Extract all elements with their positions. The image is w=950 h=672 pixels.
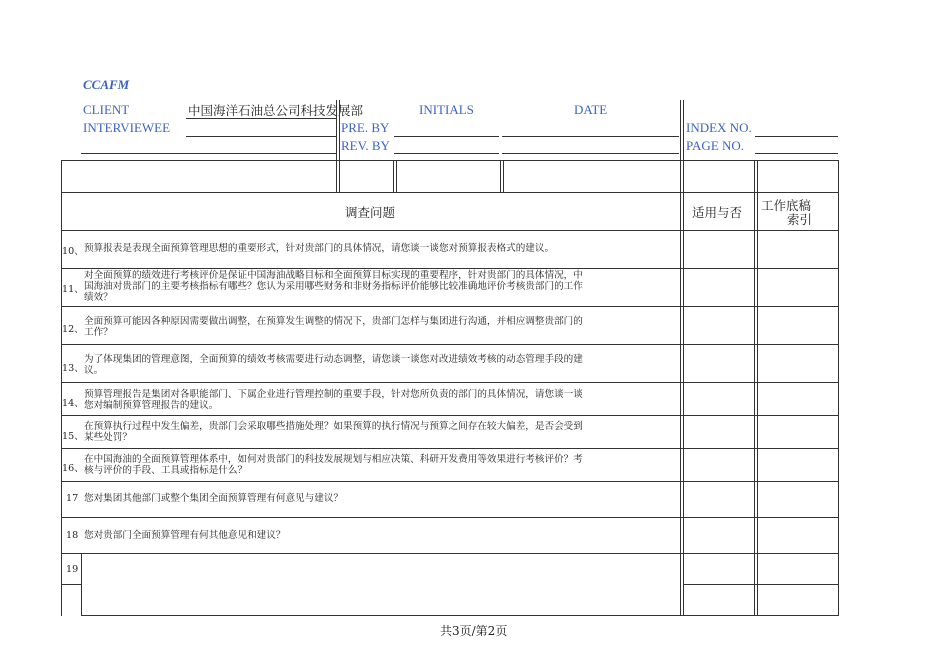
question-text: 在预算执行过程中发生偏差，贵部门会采取哪些措施处理？如果预算的执行情况与预算之间存在较大偏差，是否会受到 某些处罚？	[84, 421, 583, 443]
band-bottom	[61, 192, 838, 193]
header-divider-b1	[680, 100, 681, 616]
pre-by-initials-line	[394, 136, 499, 137]
row-number: 17	[66, 493, 79, 504]
row-sep-14	[61, 415, 838, 416]
row-sep-18	[61, 553, 838, 554]
table-right-edge	[838, 160, 839, 616]
client-label: CLIENT	[83, 102, 130, 117]
row-number: 13、	[62, 363, 84, 374]
col-header-ref-line1: 工作底稿	[761, 198, 812, 213]
row-sep-11	[61, 306, 838, 307]
index-no-label: INDEX NO.	[686, 120, 752, 135]
client-value: 中国海洋石油总公司科技发展部	[188, 103, 364, 118]
row-sep-19-stub	[61, 584, 81, 585]
band-div-2	[396, 160, 397, 192]
row-number: 19	[66, 564, 79, 575]
question-text: 为了体现集团的管理意图，全面预算的绩效考核需要进行动态调整，请您谈一谈您对改进绩效考核的动态管理手段的建 议。	[84, 354, 583, 376]
row-sep-15	[61, 448, 838, 449]
row-number: 18	[66, 530, 79, 541]
row-number: 14、	[62, 398, 84, 409]
question-text: 您对贵部门全面预算管理有何其他意见和建议？	[84, 530, 286, 541]
client-underline	[186, 118, 336, 119]
band-div-4	[503, 160, 504, 192]
question-text: 在中国海油的全面预算管理体系中，如何对贵部门的科技发展规划与相应决策、科研开发费用等效果进行考核评价？考 核与评价的手段、工具或指标是什么？	[84, 454, 583, 476]
col-header-applicable: 适用与否	[692, 205, 743, 220]
header-divider-b2	[683, 100, 684, 616]
col-header-ref-line2: 索引	[787, 212, 813, 227]
page-footer: 共3页/第2页	[440, 624, 508, 638]
header-divider-a1	[336, 100, 337, 192]
table-left-edge	[61, 160, 62, 230]
row-sep-19-right	[684, 584, 838, 585]
question-text: 预算管理报告是集团对各职能部门、下属企业进行管理控制的重要手段，针对您所负责的部门的具体情况，请您谈一谈 您对编制预算管理报告的建议。	[84, 389, 583, 411]
rev-by-initials-line	[394, 153, 499, 154]
blank-underline	[81, 153, 336, 154]
row-sep-12	[61, 344, 838, 345]
date-label: DATE	[574, 102, 608, 117]
row-sep-16	[61, 481, 838, 482]
question-text: 预算报表是表现全面预算管理思想的重要形式，针对贵部门的具体情况，请您谈一谈您对预算报表格式的建议。	[84, 243, 555, 254]
question-text: 您对集团其他部门或整个集团全面预算管理有何意见与建议？	[84, 493, 344, 504]
row-sep-17	[61, 517, 838, 518]
page-no-line	[755, 153, 838, 154]
row-sep-10	[61, 268, 838, 269]
interviewee-label: INTERVIEWEE	[83, 120, 171, 135]
row-sep-13	[61, 382, 838, 383]
row-number: 16、	[62, 463, 84, 474]
index-no-line	[755, 136, 838, 137]
question-text: 全面预算可能因各种原因需要做出调整，在预算发生调整的情况下，贵部门怎样与集团进行沟通，并相应调整贵部门的 工作？	[84, 316, 583, 338]
band-div-3	[500, 160, 501, 192]
band-top	[61, 160, 838, 161]
col-header-question: 调查问题	[345, 205, 396, 220]
row-number: 15、	[62, 431, 84, 442]
col-header-bottom	[61, 230, 838, 231]
band-div-1	[393, 160, 394, 192]
brand-title: CCAFM	[83, 77, 130, 92]
pre-by-label: PRE. BY	[341, 120, 390, 135]
row-number: 11、	[62, 284, 84, 295]
initials-label: INITIALS	[419, 102, 474, 117]
table-bottom	[81, 615, 838, 616]
interviewee-underline	[186, 136, 336, 137]
col-div-2	[757, 160, 758, 616]
row19-num-divider	[81, 553, 82, 615]
rev-by-label: REV. BY	[341, 138, 390, 153]
question-text: 对全面预算的绩效进行考核评价是保证中国海油战略目标和全面预算目标实现的重要程序，针对贵部门的具体情况，中 国海油对贵部门的主要考核指标有哪些？您认为采用哪些财务和非财务指标评价能够比较准确地评价考核贵部门的工作 绩效？	[84, 270, 583, 303]
page-no-label: PAGE NO.	[686, 138, 745, 153]
pre-by-date-line	[502, 136, 679, 137]
row-number: 10、	[62, 246, 84, 257]
row-number: 12、	[62, 324, 84, 335]
header-divider-a2	[339, 100, 340, 192]
col-div-1	[754, 160, 755, 616]
rev-by-date-line	[502, 153, 679, 154]
